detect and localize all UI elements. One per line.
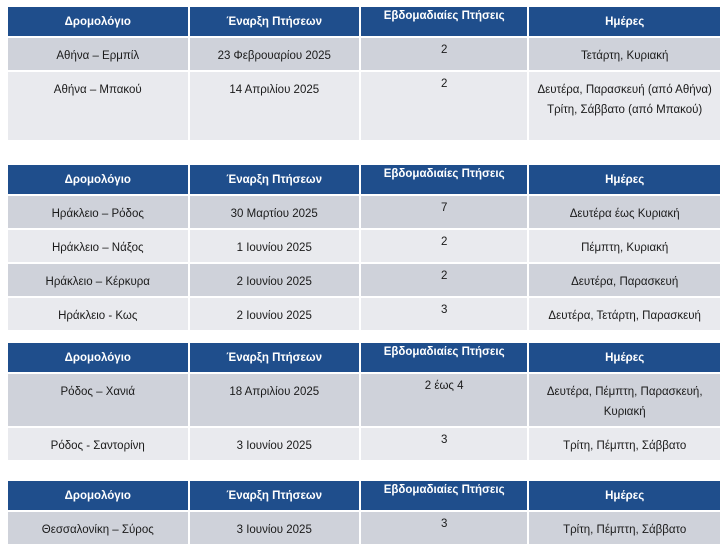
weekly-flights-cell: 2: [361, 264, 527, 296]
schedule-table: [6, 163, 722, 332]
table-row: [8, 428, 720, 460]
table-row: [8, 298, 720, 330]
header-route: Δρομολόγιο: [8, 481, 188, 510]
route-cell: Ηράκλειο - Κως: [8, 298, 188, 330]
header-start-date: Έναρξη Πτήσεων: [190, 343, 359, 372]
table-row: [8, 512, 720, 544]
header-route: Δρομολόγιο: [8, 343, 188, 372]
days-cell: Δευτέρα έως Κυριακή: [529, 196, 720, 228]
schedule-table: [6, 479, 722, 546]
header-start-date: Έναρξη Πτήσεων: [190, 481, 359, 510]
header-days: Ημέρες: [529, 7, 720, 36]
start-date-cell: 3 Ιουνίου 2025: [190, 512, 359, 544]
route-cell: Θεσσαλονίκη – Σύρος: [8, 512, 188, 544]
weekly-flights-cell: 2: [361, 38, 527, 70]
header-route: Δρομολόγιο: [8, 165, 188, 194]
route-cell: Ηράκλειο – Ρόδος: [8, 196, 188, 228]
header-route: Δρομολόγιο: [8, 7, 188, 36]
route-cell: Ρόδος - Σαντορίνη: [8, 428, 188, 460]
start-date-cell: 23 Φεβρουαρίου 2025: [190, 38, 359, 70]
days-cell: Τετάρτη, Κυριακή: [529, 38, 720, 70]
days-cell: Τρίτη, Πέμπτη, Σάββατο: [529, 428, 720, 460]
header-weekly-flights: Εβδομαδιαίες Πτήσεις: [361, 7, 527, 36]
table-header-row: [8, 7, 720, 36]
header-start-date: Έναρξη Πτήσεων: [190, 7, 359, 36]
start-date-cell: 1 Ιουνίου 2025: [190, 230, 359, 262]
header-start-date: Έναρξη Πτήσεων: [190, 165, 359, 194]
weekly-flights-cell: 2: [361, 230, 527, 262]
start-date-cell: 30 Μαρτίου 2025: [190, 196, 359, 228]
header-days: Ημέρες: [529, 165, 720, 194]
table-row: [8, 264, 720, 296]
start-date-cell: 2 Ιουνίου 2025: [190, 264, 359, 296]
header-weekly-flights: Εβδομαδιαίες Πτήσεις: [361, 481, 527, 510]
route-cell: Ηράκλειο – Νάξος: [8, 230, 188, 262]
schedule-table: [6, 5, 722, 142]
schedule-table: [6, 341, 722, 462]
header-weekly-flights: Εβδομαδιαίες Πτήσεις: [361, 165, 527, 194]
route-cell: Ηράκλειο – Κέρκυρα: [8, 264, 188, 296]
start-date-cell: 2 Ιουνίου 2025: [190, 298, 359, 330]
header-days: Ημέρες: [529, 343, 720, 372]
days-cell: Δευτέρα, Πέμπτη, Παρασκευή, Κυριακή: [529, 374, 720, 426]
weekly-flights-cell: 7: [361, 196, 527, 228]
table-row: [8, 38, 720, 70]
days-cell: Δευτέρα, Τετάρτη, Παρασκευή: [529, 298, 720, 330]
route-cell: Αθήνα – Ερμπίλ: [8, 38, 188, 70]
start-date-cell: 3 Ιουνίου 2025: [190, 428, 359, 460]
table-row: [8, 196, 720, 228]
header-weekly-flights: Εβδομαδιαίες Πτήσεις: [361, 343, 527, 372]
table-row: [8, 230, 720, 262]
table-row: [8, 72, 720, 140]
days-cell: Δευτέρα, Παρασκευή: [529, 264, 720, 296]
table-header-row: [8, 165, 720, 194]
weekly-flights-cell: 3: [361, 298, 527, 330]
route-cell: Αθήνα – Μπακού: [8, 72, 188, 140]
days-cell: Πέμπτη, Κυριακή: [529, 230, 720, 262]
days-cell: Δευτέρα, Παρασκευή (από Αθήνα) Τρίτη, Σάββατο (από Μπακού): [529, 72, 720, 140]
table-header-row: [8, 481, 720, 510]
days-cell: Τρίτη, Πέμπτη, Σάββατο: [529, 512, 720, 544]
route-cell: Ρόδος – Χανιά: [8, 374, 188, 426]
start-date-cell: 18 Απριλίου 2025: [190, 374, 359, 426]
weekly-flights-cell: 3: [361, 512, 527, 544]
weekly-flights-cell: 2 έως 4: [361, 374, 527, 426]
weekly-flights-cell: 2: [361, 72, 527, 140]
header-days: Ημέρες: [529, 481, 720, 510]
table-row: [8, 374, 720, 426]
start-date-cell: 14 Απριλίου 2025: [190, 72, 359, 140]
table-header-row: [8, 343, 720, 372]
weekly-flights-cell: 3: [361, 428, 527, 460]
